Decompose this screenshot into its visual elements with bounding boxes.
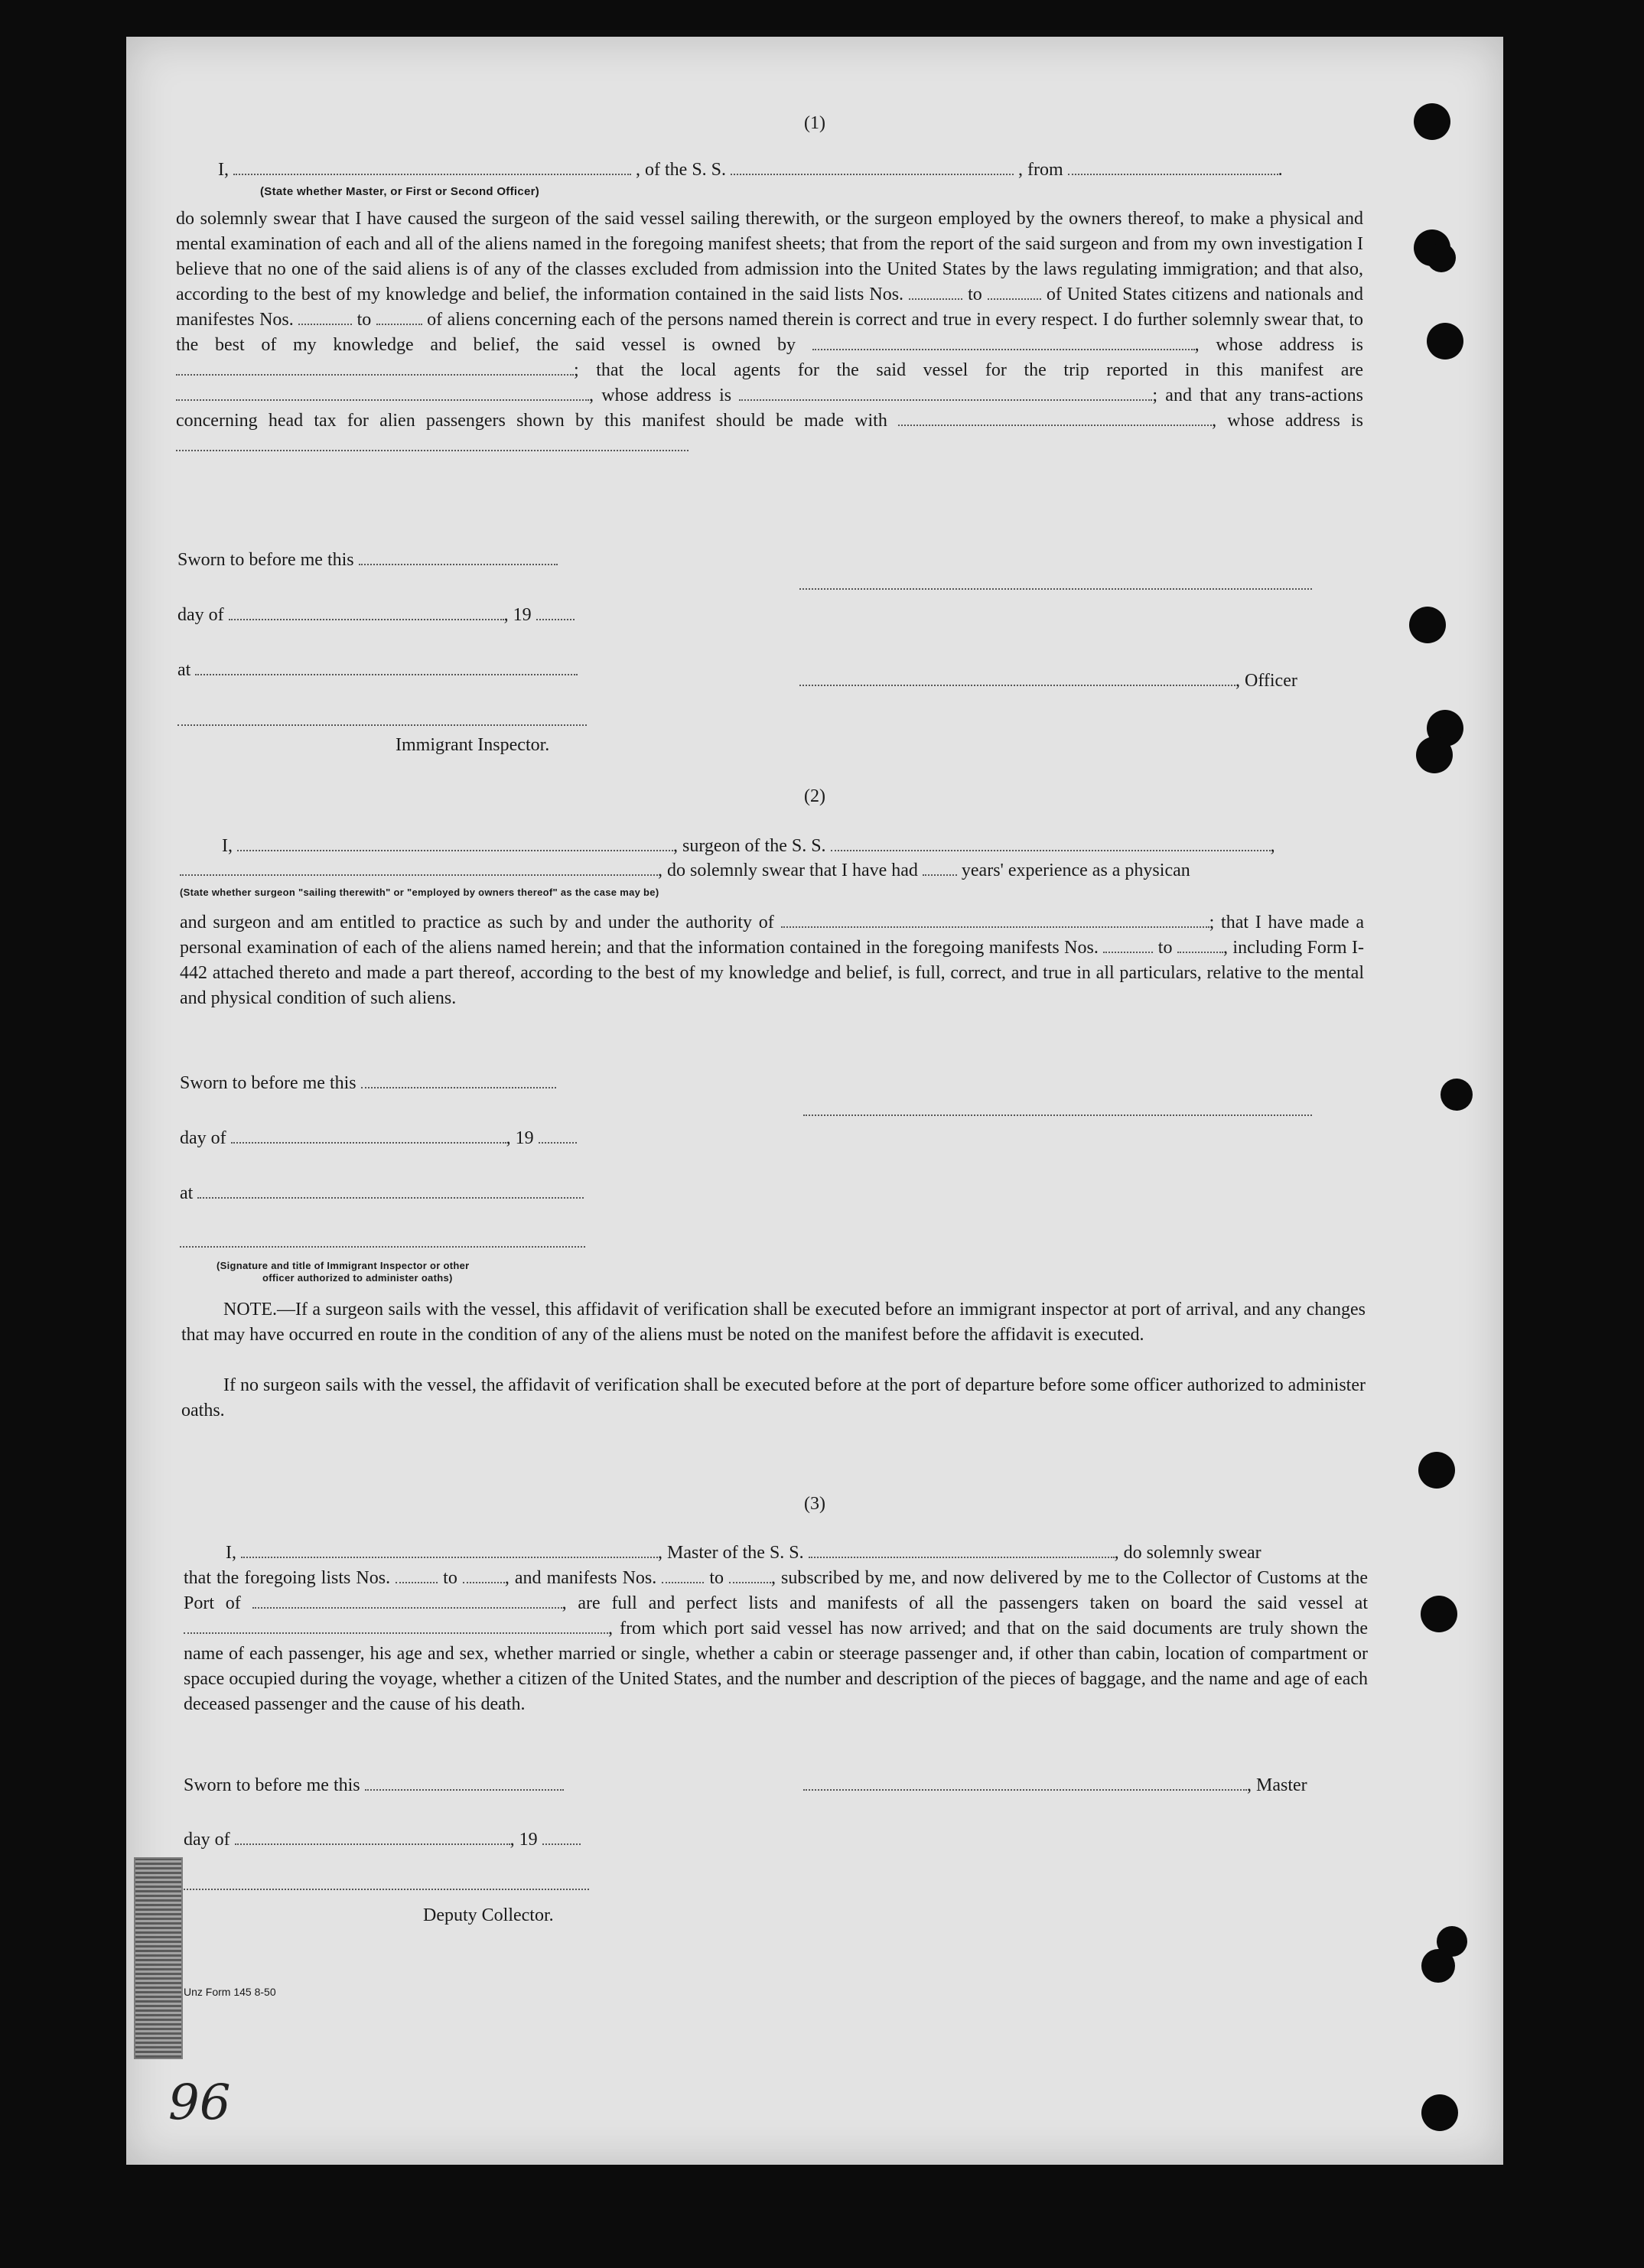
s1-year-field[interactable]: [536, 604, 575, 620]
s1-p2a: to: [356, 310, 372, 330]
s1-p2c: , whose address is: [1194, 335, 1364, 355]
s3-collector-field[interactable]: [184, 1873, 589, 1890]
s2-authority-field[interactable]: [781, 913, 1209, 928]
s3-collector-line: [184, 1873, 589, 1898]
s3-l4b: , from which port said vessel has now arrived; and: [608, 1619, 1001, 1638]
s3-dayof-label: day of: [184, 1830, 230, 1850]
s3-port-field[interactable]: [252, 1593, 562, 1609]
s2-note-2: If no surgeon sails with the vessel, the affidavit of verification shall be executed before at the port of departure before some officer authorized to administer oaths.: [181, 1375, 1366, 1420]
punch-hole-4: [1427, 323, 1463, 360]
s3-sworn: [184, 1773, 564, 1798]
s3-master-line: [803, 1773, 1307, 1798]
s1-officer-line: [799, 669, 1297, 694]
s2-vessel-field[interactable]: [831, 835, 1271, 851]
s1-dayof-label: day of: [177, 605, 224, 625]
s1-paragraph: [176, 207, 1363, 459]
s2-nineteen: , 19: [506, 1128, 534, 1148]
s3-year-field[interactable]: [542, 1828, 581, 1845]
s3-l1a: I,: [226, 1543, 236, 1563]
s2-l1a: I,: [222, 836, 233, 856]
s2-sworn: [180, 1071, 556, 1096]
s2-sworn-label: Sworn to before me this: [180, 1073, 356, 1093]
s1-p1c: of United States citizens and nationals and manifestes Nos.: [176, 285, 1364, 330]
s3-l3a: Collector of Customs at the Port of: [184, 1568, 1369, 1613]
form-page: [126, 37, 1503, 2165]
s1-p3d: ,: [1212, 411, 1217, 431]
s2-sailing-field[interactable]: [180, 859, 658, 876]
punch-hole-13: [1421, 2094, 1458, 2131]
s2-manifest-to-field[interactable]: [1177, 938, 1223, 953]
punch-hole-5: [1409, 607, 1446, 643]
s3-l2e: , subscribed by me, and now delivered by me to the: [771, 1568, 1157, 1588]
s2-p2: that I have made a personal examination of each of the aliens named herein; and that the information contained in the foregoing manifests Nos.: [180, 913, 1365, 958]
s1-agents-field[interactable]: [176, 386, 589, 401]
punch-hole-9: [1418, 1452, 1455, 1489]
s2-note-1: NOTE.—If a surgeon sails with the vessel, this affidavit of verification shall be executed before an immigrant inspector at port of arrival, and any changes that may have occurred en route in the condition of any of the aliens must be noted on the manifest before the affidavit is executed.: [181, 1300, 1366, 1345]
s1-l1a: I,: [218, 160, 229, 180]
s1-dayof: [177, 603, 575, 628]
s2-inspector-field[interactable]: [180, 1231, 585, 1248]
s1-at: [177, 658, 578, 683]
s3-l1b: , Master of the S. S.: [658, 1543, 804, 1563]
s2-paragraph: [180, 910, 1364, 1011]
s3-l2c: , and manifests Nos.: [504, 1568, 657, 1588]
handwritten-number: 96: [168, 2071, 231, 2128]
s1-headtax-address-field[interactable]: [176, 436, 689, 451]
s1-nineteen: , 19: [503, 605, 532, 625]
s3-l4a: taken on board the said vessel at: [1089, 1593, 1368, 1613]
s1-l1c: , from: [1018, 160, 1063, 180]
s1-lists-to-field[interactable]: [988, 285, 1041, 300]
s1-p1: do solemnly swear that I have caused the surgeon of the said vessel sailing therewith, or the surgeon employed by the owners thereof, to make a physical and mental examination of each and all of the aliens named in the foregoing manifest sheets; that from the report of the said surgeon and from my own investigation I believe that no one of the said aliens is of any of the classes excluded from admission into the United States by the laws regulating immigration; and that also, according to the best of my knowledge and belief, the information contained in the said lists Nos.: [176, 209, 1363, 304]
s3-day-field[interactable]: [235, 1828, 510, 1845]
s2-at-label: at: [180, 1183, 194, 1203]
s1-at-field[interactable]: [195, 659, 578, 675]
s1-sworn: [177, 548, 558, 573]
binding-stamp: [134, 1857, 183, 2059]
s1-officer-sign-field[interactable]: [799, 669, 1235, 686]
s2-dayof-label: day of: [180, 1128, 226, 1148]
s3-sworn-field[interactable]: [365, 1774, 564, 1791]
s1-p1b: to: [968, 285, 982, 304]
s1-agents-address-field[interactable]: [739, 386, 1152, 401]
form-number: Unz Form 145 8-50: [184, 1986, 276, 1998]
s1-lists-from-field[interactable]: [909, 285, 962, 300]
s3-lists-to-field[interactable]: [463, 1568, 505, 1583]
s2-line1: [222, 834, 1275, 859]
s3-sworn-label: Sworn to before me this: [184, 1775, 360, 1795]
s2-l2a: , do solemnly swear that I have had: [658, 861, 918, 880]
s1-signature-field[interactable]: [799, 573, 1312, 590]
s3-l2a: that the foregoing lists Nos.: [184, 1568, 391, 1588]
s2-p1: and surgeon and am entitled to practice as such by and under the authority of: [180, 913, 774, 932]
s3-manifests-to-field[interactable]: [729, 1568, 771, 1583]
s3-master-field[interactable]: [241, 1541, 658, 1558]
s1-p3b: , whose address is: [589, 386, 732, 405]
s3-paragraph: [184, 1566, 1368, 1717]
s3-l3b: , are full and perfect lists and manifests of all the passengers: [562, 1593, 1079, 1613]
s2-signature-field[interactable]: [803, 1099, 1312, 1116]
s1-inspector-label: Immigrant Inspector.: [396, 735, 550, 755]
s1-headtax-field[interactable]: [898, 411, 1212, 426]
s3-master-sign-field[interactable]: [803, 1774, 1247, 1791]
s1-officer-field[interactable]: [233, 158, 631, 175]
s1-l1b: , of the S. S.: [636, 160, 727, 180]
s1-vessel-field[interactable]: [731, 158, 1014, 175]
s1-p3e: whose address is: [1227, 411, 1364, 431]
s2-sig-caption-1: (Signature and title of Immigrant Inspector or other: [216, 1260, 470, 1271]
s3-master-label: , Master: [1247, 1775, 1307, 1795]
s1-day-field[interactable]: [229, 604, 504, 620]
s1-inspector-field[interactable]: [177, 709, 587, 726]
s2-caption: (State whether surgeon "sailing therewith" or "employed by owners thereof" as the case may be): [180, 887, 659, 898]
s2-surgeon-field[interactable]: [237, 835, 673, 851]
s3-l1c: , do solemnly swear: [1114, 1543, 1261, 1563]
section-2-number: (2): [804, 786, 825, 806]
s3-manifests-from-field[interactable]: [662, 1568, 704, 1583]
s1-from-field[interactable]: [1068, 158, 1278, 175]
s3-p1: that on the said documents are truly shown the name of each passenger, his age and sex, whether married or single, whether a cabin or steerage passenger and, if other than cabin, location of compartment or space occupied during the voyage, whether a citizen of the United States, and the number and description of the pieces of baggage, and the name and age of each deceased passenger and the cause of his death.: [184, 1619, 1368, 1714]
punch-hole-7: [1416, 737, 1453, 773]
s1-p3c: ; and that any trans-actions concerning head tax for alien passengers shown by this manifest should be made with: [176, 386, 1363, 431]
s2-l1b: , surgeon of the S. S.: [673, 836, 826, 856]
s1-at-label: at: [177, 660, 191, 680]
s1-p3a: ; that the local agents for the said vessel for the trip reported in this manifest are: [574, 360, 1363, 380]
s1-sworn-field[interactable]: [359, 548, 558, 565]
s2-dayof: [180, 1126, 577, 1151]
s1-l1d: .: [1278, 160, 1283, 180]
s2-sworn-field[interactable]: [361, 1072, 556, 1088]
s3-vessel-field[interactable]: [809, 1541, 1115, 1558]
section-1-number: (1): [804, 113, 825, 133]
s3-collector-label: Deputy Collector.: [423, 1905, 554, 1925]
s2-signature-line: [803, 1098, 1312, 1124]
s1-signature-line: [799, 572, 1312, 597]
s2-sig-caption-2: officer authorized to administer oaths): [262, 1272, 453, 1284]
s1-officer-caption: (State whether Master, or First or Second Officer): [260, 185, 540, 198]
s3-line1: [226, 1541, 1261, 1566]
s1-owner-address-field[interactable]: [176, 360, 574, 376]
s3-l2b: to: [443, 1568, 457, 1588]
s2-at-field[interactable]: [197, 1182, 584, 1199]
s1-sworn-label: Sworn to before me this: [177, 550, 354, 570]
s2-p1b: ;: [1209, 913, 1215, 932]
s2-year-field[interactable]: [539, 1127, 577, 1144]
s2-l1c: ,: [1270, 836, 1275, 856]
section-3-number: (3): [804, 1494, 825, 1514]
s1-p2b: of aliens concerning each of the persons named therein is correct and true in every respect. I do further solemnly swear that, to the best of my knowledge and belief, the said vessel is owned by: [176, 310, 1363, 355]
s2-day-field[interactable]: [231, 1127, 506, 1144]
s2-years-field[interactable]: [923, 859, 957, 876]
s3-lists-from-field[interactable]: [396, 1568, 438, 1583]
s1-manifests-to-field[interactable]: [376, 310, 422, 325]
s1-officer-label: , Officer: [1235, 671, 1297, 691]
punch-hole-8: [1441, 1079, 1473, 1111]
s2-manifest-from-field[interactable]: [1103, 938, 1153, 953]
s1-owner-field[interactable]: [812, 335, 1195, 350]
s2-at: [180, 1181, 584, 1206]
punch-hole-3: [1427, 243, 1456, 272]
s3-l2d: to: [709, 1568, 724, 1588]
s2-p2b: to: [1157, 938, 1173, 958]
punch-hole-10: [1421, 1596, 1457, 1632]
s2-p2c: , including Form I-442 attached thereto and made a part thereof, according to the best of my knowledge and belief, is full, correct, and true in all particulars, relative to the mental and physical condition of such aliens.: [180, 938, 1365, 1008]
s2-inspector-line: [180, 1230, 585, 1255]
s1-manifests-from-field[interactable]: [298, 310, 352, 325]
s3-boarded-at-field[interactable]: [184, 1619, 608, 1634]
s2-l2b: years' experience as a physican: [961, 861, 1190, 880]
s3-dayof: [184, 1827, 581, 1853]
punch-hole-12: [1421, 1949, 1455, 1983]
s3-nineteen: , 19: [509, 1830, 538, 1850]
s1-inspector-line: [177, 708, 587, 734]
